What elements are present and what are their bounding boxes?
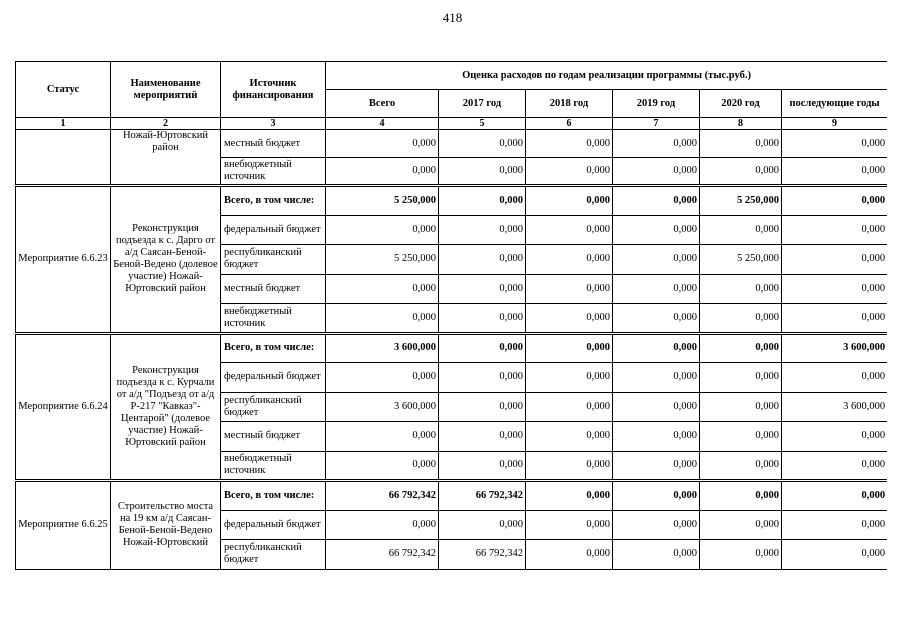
- value-cell: 0,000: [613, 274, 700, 304]
- value-cell: 0,000: [700, 363, 782, 393]
- value-cell: 3 600,000: [782, 333, 888, 363]
- value-cell: 0,000: [439, 392, 526, 422]
- status-cell: Мероприятие 6.6.25: [16, 481, 111, 570]
- source-cell: Всего, в том числе:: [221, 186, 326, 216]
- value-cell: 0,000: [439, 363, 526, 393]
- value-cell: 0,000: [526, 245, 613, 275]
- source-cell: республиканский бюджет: [221, 540, 326, 570]
- budget-table-container: [15, 61, 887, 589]
- value-cell: 0,000: [526, 392, 613, 422]
- status-cell: Мероприятие 6.6.24: [16, 333, 111, 481]
- value-cell: 0,000: [326, 422, 439, 452]
- value-cell: 0,000: [613, 510, 700, 540]
- value-cell: 5 250,000: [326, 245, 439, 275]
- name-cell: Ножай-Юртовский район: [111, 130, 221, 186]
- value-cell: 0,000: [439, 510, 526, 540]
- value-cell: 0,000: [700, 274, 782, 304]
- table-row: [16, 333, 888, 363]
- value-cell: 3 600,000: [326, 333, 439, 363]
- value-cell: 66 792,342: [326, 481, 439, 511]
- value-cell: 0,000: [613, 130, 700, 158]
- value-cell: 0,000: [526, 481, 613, 511]
- value-cell: 0,000: [782, 274, 888, 304]
- source-cell: Всего, в том числе:: [221, 333, 326, 363]
- column-number: 9: [782, 118, 888, 130]
- value-cell: 0,000: [700, 158, 782, 186]
- header-status: Статус: [16, 62, 111, 118]
- value-cell: 0,000: [613, 186, 700, 216]
- source-cell: федеральный бюджет: [221, 363, 326, 393]
- source-cell: местный бюджет: [221, 274, 326, 304]
- header-2020: 2020 год: [700, 90, 782, 118]
- value-cell: 0,000: [526, 215, 613, 245]
- value-cell: 0,000: [782, 186, 888, 216]
- value-cell: 0,000: [700, 422, 782, 452]
- value-cell: 0,000: [613, 422, 700, 452]
- value-cell: 0,000: [526, 451, 613, 481]
- source-cell: местный бюджет: [221, 422, 326, 452]
- value-cell: 0,000: [439, 451, 526, 481]
- header-source: Источник финансирования: [221, 62, 326, 118]
- column-number: 8: [700, 118, 782, 130]
- header-2017: 2017 год: [439, 90, 526, 118]
- value-cell: 3 600,000: [782, 392, 888, 422]
- value-cell: 0,000: [700, 510, 782, 540]
- value-cell: 0,000: [613, 304, 700, 334]
- value-cell: 0,000: [782, 304, 888, 334]
- value-cell: 0,000: [782, 510, 888, 540]
- value-cell: 0,000: [613, 392, 700, 422]
- value-cell: 5 250,000: [700, 186, 782, 216]
- value-cell: 0,000: [439, 333, 526, 363]
- value-cell: 0,000: [613, 333, 700, 363]
- header-estimate: Оценка расходов по годам реализации программы (тыс.руб.): [326, 62, 888, 90]
- value-cell: 0,000: [326, 304, 439, 334]
- value-cell: 0,000: [782, 540, 888, 570]
- source-cell: федеральный бюджет: [221, 510, 326, 540]
- value-cell: 0,000: [526, 510, 613, 540]
- value-cell: 0,000: [326, 130, 439, 158]
- value-cell: 0,000: [526, 130, 613, 158]
- table-row: [16, 481, 888, 511]
- value-cell: 0,000: [439, 186, 526, 216]
- header-total: Всего: [326, 90, 439, 118]
- value-cell: 0,000: [700, 333, 782, 363]
- value-cell: 0,000: [613, 540, 700, 570]
- column-number: 5: [439, 118, 526, 130]
- source-cell: внебюджетный источник: [221, 304, 326, 334]
- value-cell: 0,000: [700, 451, 782, 481]
- value-cell: 66 792,342: [439, 540, 526, 570]
- table-body: [16, 118, 888, 570]
- value-cell: 0,000: [439, 130, 526, 158]
- value-cell: 0,000: [326, 451, 439, 481]
- value-cell: 0,000: [326, 274, 439, 304]
- column-number: 2: [111, 118, 221, 130]
- value-cell: 0,000: [439, 304, 526, 334]
- source-cell: республиканский бюджет: [221, 245, 326, 275]
- value-cell: 0,000: [613, 481, 700, 511]
- value-cell: 0,000: [526, 540, 613, 570]
- value-cell: 0,000: [526, 274, 613, 304]
- value-cell: 0,000: [526, 422, 613, 452]
- value-cell: 0,000: [613, 158, 700, 186]
- source-cell: республиканский бюджет: [221, 392, 326, 422]
- value-cell: 0,000: [526, 186, 613, 216]
- source-cell: федеральный бюджет: [221, 215, 326, 245]
- table-row: [16, 130, 888, 158]
- value-cell: 0,000: [526, 333, 613, 363]
- value-cell: 66 792,342: [439, 481, 526, 511]
- value-cell: 0,000: [613, 363, 700, 393]
- value-cell: 0,000: [326, 158, 439, 186]
- status-cell: [16, 130, 111, 186]
- value-cell: 66 792,342: [326, 540, 439, 570]
- status-cell: Мероприятие 6.6.23: [16, 186, 111, 334]
- value-cell: 0,000: [526, 158, 613, 186]
- name-cell: Строительство моста на 19 км а/д Саясан-Беной-Беной-Ведено Ножай-Юртовский: [111, 481, 221, 570]
- source-cell: Всего, в том числе:: [221, 481, 326, 511]
- header-2019: 2019 год: [613, 90, 700, 118]
- value-cell: 3 600,000: [326, 392, 439, 422]
- value-cell: 0,000: [700, 215, 782, 245]
- value-cell: 5 250,000: [326, 186, 439, 216]
- value-cell: 5 250,000: [700, 245, 782, 275]
- value-cell: 0,000: [782, 422, 888, 452]
- value-cell: 0,000: [700, 304, 782, 334]
- value-cell: 0,000: [326, 510, 439, 540]
- value-cell: 0,000: [439, 245, 526, 275]
- value-cell: 0,000: [326, 215, 439, 245]
- value-cell: 0,000: [613, 215, 700, 245]
- column-number-row: [16, 118, 888, 130]
- value-cell: 0,000: [782, 245, 888, 275]
- value-cell: 0,000: [700, 540, 782, 570]
- value-cell: 0,000: [526, 363, 613, 393]
- name-cell: Реконструкция подъезда к с. Дарго от а/д Саясан-Беной-Беной-Ведено (долевое участие) Ножай-Юртовский район: [111, 186, 221, 334]
- source-cell: внебюджетный источник: [221, 451, 326, 481]
- value-cell: 0,000: [782, 158, 888, 186]
- value-cell: 0,000: [526, 304, 613, 334]
- column-number: 6: [526, 118, 613, 130]
- value-cell: 0,000: [613, 245, 700, 275]
- value-cell: 0,000: [613, 451, 700, 481]
- value-cell: 0,000: [439, 422, 526, 452]
- value-cell: 0,000: [700, 130, 782, 158]
- table-row: [16, 186, 888, 216]
- name-cell: Реконструкция подъезда к с. Курчали от а/д "Подъезд от а/д Р-217 "Кавказ"-Центарой" (долевое участие) Ножай-Юртовский район: [111, 333, 221, 481]
- column-number: 4: [326, 118, 439, 130]
- value-cell: 0,000: [326, 363, 439, 393]
- page-number: 418: [442, 10, 463, 25]
- value-cell: 0,000: [782, 363, 888, 393]
- source-cell: местный бюджет: [221, 130, 326, 158]
- source-cell: внебюджетный источник: [221, 158, 326, 186]
- value-cell: 0,000: [782, 481, 888, 511]
- header-2018: 2018 год: [526, 90, 613, 118]
- value-cell: 0,000: [700, 481, 782, 511]
- header-name: Наименование мероприятий: [111, 62, 221, 118]
- budget-table: [15, 61, 887, 570]
- value-cell: 0,000: [439, 158, 526, 186]
- value-cell: 0,000: [782, 215, 888, 245]
- header-later: последующие годы: [782, 90, 888, 118]
- value-cell: 0,000: [439, 274, 526, 304]
- value-cell: 0,000: [782, 451, 888, 481]
- column-number: 3: [221, 118, 326, 130]
- column-number: 1: [16, 118, 111, 130]
- value-cell: 0,000: [439, 215, 526, 245]
- value-cell: 0,000: [782, 130, 888, 158]
- column-number: 7: [613, 118, 700, 130]
- value-cell: 0,000: [700, 392, 782, 422]
